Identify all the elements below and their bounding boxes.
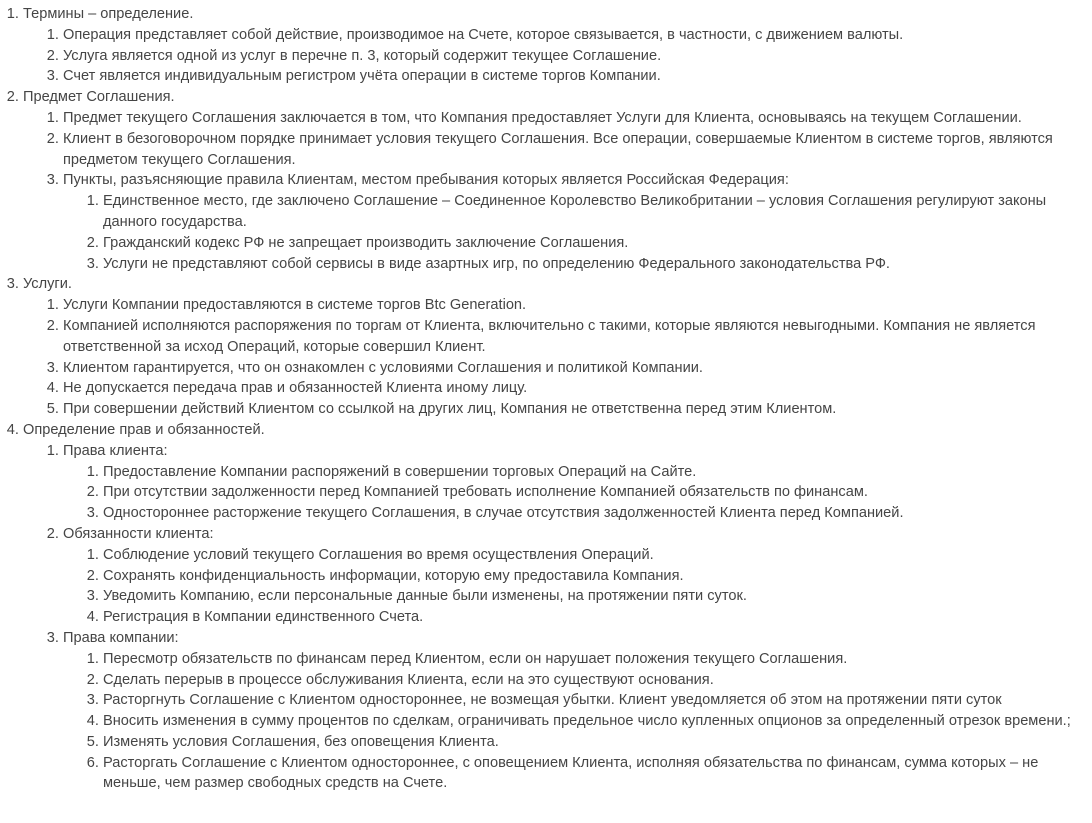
sub-items-list — [63, 462, 1092, 524]
list-item: 2. Клиент в безоговорочном порядке принимает условия текущего Соглашения. Все операции, совершаемые Клиентом в системе торгов, являются предметом текущего Соглашения. — [63, 129, 1092, 171]
list-item-text: Права компании: — [63, 629, 179, 646]
section-4 — [23, 420, 1092, 794]
list-item: 5. При совершении действий Клиентом со ссылкой на других лиц, Компания не ответственна перед этим Клиентом. — [63, 399, 1092, 420]
sub-list-item: 2. При отсутствии задолженности перед Компанией требовать исполнение Компанией обязательств по финансам. — [103, 482, 1092, 503]
sub-list-item: 5. Изменять условия Соглашения, без оповещения Клиента. — [103, 732, 1092, 753]
sub-list-item: 3. Услуги не представляют собой сервисы в виде азартных игр, по определению Федерального законодательства РФ. — [103, 254, 1092, 275]
sub-list-item: 4. Регистрация в Компании единственного Счета. — [103, 607, 1092, 628]
list-item: 1. Операция представляет собой действие, производимое на Счете, которое связывается, в частности, с движением валюты. — [63, 25, 1092, 46]
list-item: 2. Услуга является одной из услуг в перечне п. 3, который содержит текущее Соглашение. — [63, 46, 1092, 67]
section-1 — [23, 4, 1092, 87]
section-3-items — [23, 295, 1092, 420]
sub-list-item: 2. Сделать перерыв в процессе обслуживания Клиента, если на это существуют основания. — [103, 670, 1092, 691]
sub-list-item: 4. Вносить изменения в сумму процентов по сделкам, ограничивать предельное число купленных опционов за определенный отрезок времени.; — [103, 711, 1092, 732]
sub-list-item: 1. Предоставление Компании распоряжений в совершении торговых Операций на Сайте. — [103, 462, 1092, 483]
section-3 — [23, 274, 1092, 420]
section-4-items — [23, 441, 1092, 795]
section-4-title: Определение прав и обязанностей. — [23, 421, 265, 438]
list-item: 1. Предмет текущего Соглашения заключается в том, что Компания предоставляет Услуги для Клиента, основываясь на текущем Соглашении. — [63, 108, 1092, 129]
sub-list-item: 1. Единственное место, где заключено Соглашение – Соединенное Королевство Великобритании – условия Соглашения регулируют законы данного государства. — [103, 191, 1092, 233]
sub-list-item: 3. Расторгнуть Соглашение с Клиентом одностороннее, не возмещая убытки. Клиент уведомляется об этом на протяжении пяти суток — [103, 690, 1092, 711]
list-item: 3. Счет является индивидуальным регистром учёта операции в системе торгов Компании. — [63, 66, 1092, 87]
sub-items-list — [63, 545, 1092, 628]
sub-list-item: 3. Одностороннее расторжение текущего Соглашения, в случае отсутствия задолженностей Клиента перед Компанией. — [103, 503, 1092, 524]
agreement-document — [0, 4, 1092, 794]
list-item: 1. Услуги Компании предоставляются в системе торгов Btc Generation. — [63, 295, 1092, 316]
sub-list-item: 6. Расторгать Соглашение с Клиентом одностороннее, с оповещением Клиента, исполняя обязательства по финансам, сумма которых – не меньше, чем размер свободных средств на Счете. — [103, 753, 1092, 795]
section-1-title: Термины – определение. — [23, 6, 194, 22]
list-item — [63, 524, 1092, 628]
list-item: 4. Не допускается передача прав и обязанностей Клиента иному лицу. — [63, 378, 1092, 399]
sub-list-item: 3. Уведомить Компанию, если персональные данные были изменены, на протяжении пяти суток. — [103, 586, 1092, 607]
list-item — [63, 170, 1092, 274]
list-item — [63, 441, 1092, 524]
sub-list-item: 1. Соблюдение условий текущего Соглашения во время осуществления Операций. — [103, 545, 1092, 566]
agreement-sections-list — [0, 4, 1092, 794]
sub-items-list — [63, 649, 1092, 795]
list-item: 2. Компанией исполняются распоряжения по торгам от Клиента, включительно с такими, которые являются невыгодными. Компания не является ответственной за исход Операций, которые совершил Клиент. — [63, 316, 1092, 358]
section-2-title: Предмет Соглашения. — [23, 89, 175, 106]
sub-list-item: 2. Гражданский кодекс РФ не запрещает производить заключение Соглашения. — [103, 233, 1092, 254]
list-item-text: Права клиента: — [63, 442, 168, 459]
list-item-text: Обязанности клиента: — [63, 525, 214, 542]
sub-items-list — [63, 191, 1092, 274]
sub-list-item: 1. Пересмотр обязательств по финансам перед Клиентом, если он нарушает положения текущего Соглашения. — [103, 649, 1092, 670]
list-item-text: Пункты, разъясняющие правила Клиентам, местом пребывания которых является Российская Федерация: — [63, 172, 789, 189]
section-3-title: Услуги. — [23, 276, 72, 293]
section-2 — [23, 87, 1092, 274]
section-1-items — [23, 25, 1092, 87]
list-item: 3. Клиентом гарантируется, что он ознакомлен с условиями Соглашения и политикой Компании. — [63, 358, 1092, 379]
section-2-items — [23, 108, 1092, 274]
list-item — [63, 628, 1092, 794]
sub-list-item: 2. Сохранять конфиденциальность информации, которую ему предоставила Компания. — [103, 566, 1092, 587]
